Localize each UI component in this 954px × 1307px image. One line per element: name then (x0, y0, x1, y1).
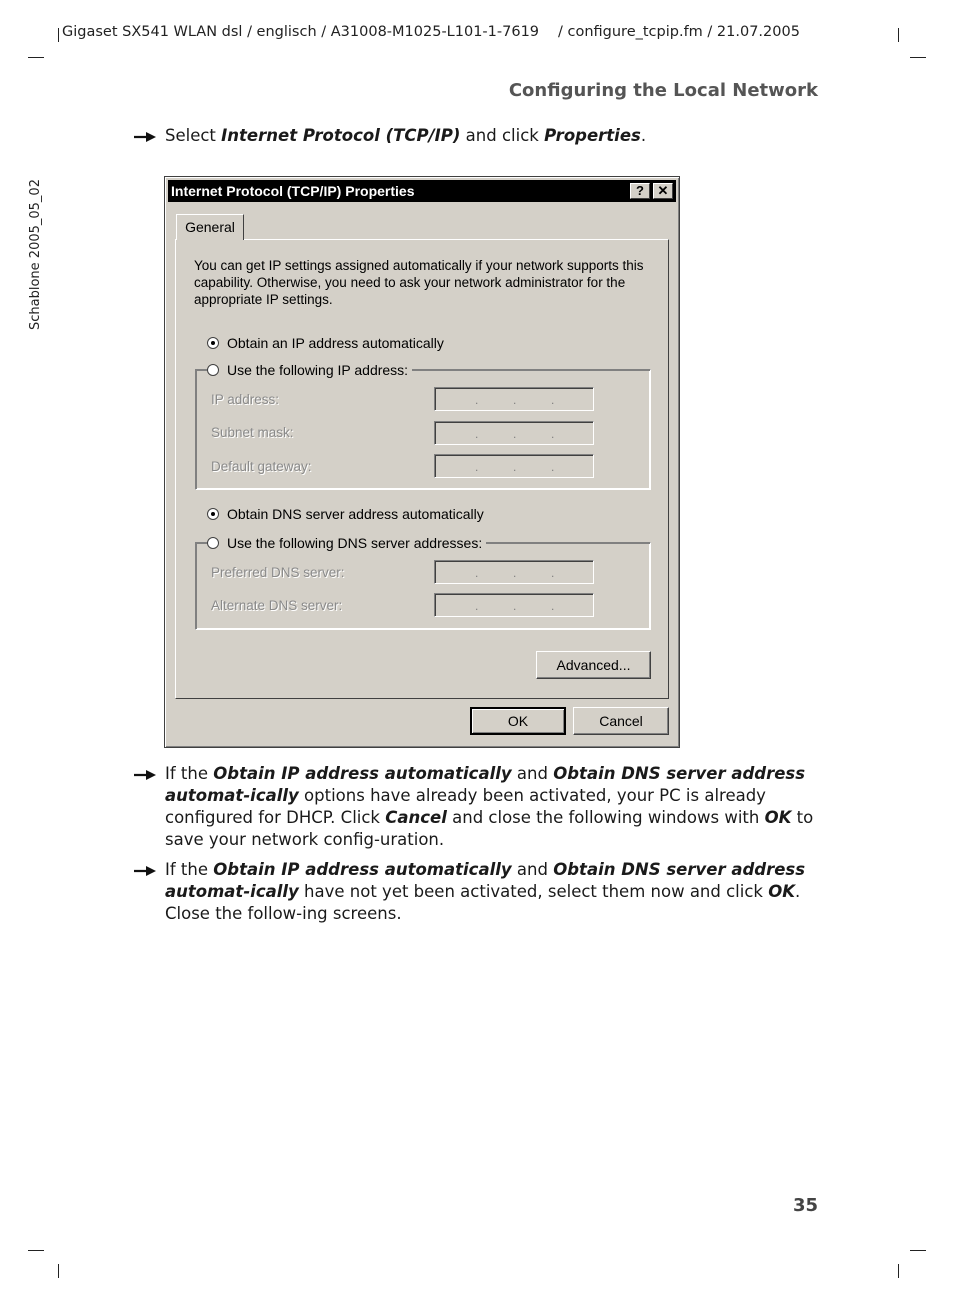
advanced-button-label: Advanced... (556, 657, 631, 673)
preferred-dns-label: Preferred DNS server: (211, 565, 345, 580)
arrow-icon (134, 130, 158, 144)
crop-mark (58, 1264, 59, 1278)
instruction-select-protocol: Select Internet Protocol (TCP/IP) and click Properties. (165, 126, 647, 145)
subnet-mask-label: Subnet mask: (211, 425, 294, 440)
crop-mark (910, 57, 926, 58)
running-header-right: / configure_tcpip.fm / 21.07.2005 (558, 24, 800, 40)
advanced-button[interactable] (536, 651, 651, 679)
crop-mark (898, 1264, 899, 1278)
dialog-title: Internet Protocol (TCP/IP) Properties (171, 183, 415, 199)
cancel-button-label: Cancel (599, 713, 643, 729)
page-number: 35 (792, 1195, 818, 1216)
tab-general-label: General (185, 219, 235, 235)
radio-unchecked-icon (207, 364, 219, 376)
radio-use-dns-label: Use the following DNS server addresses: (227, 535, 483, 551)
radio-checked-icon (207, 508, 219, 520)
ok-button[interactable] (470, 707, 566, 735)
dialog-intro-text: You can get IP settings assigned automatically if your network supports this capability. Otherwise, you need to ask your network administrator for the appropriate IP settings. (194, 258, 644, 307)
crop-mark (28, 1250, 44, 1251)
default-gateway-field[interactable]: . . . (434, 454, 594, 478)
crop-mark (58, 28, 59, 42)
radio-use-ip-label: Use the following IP address: (227, 362, 409, 378)
radio-obtain-dns[interactable] (207, 505, 488, 523)
crop-mark (28, 57, 44, 58)
crop-mark (898, 28, 899, 42)
default-gateway-label: Default gateway: (211, 459, 312, 474)
instruction-not-activated: If the Obtain IP address automatically and Obtain DNS server address automat-ically have not yet been activated, select them now and click OK. Close the follow-ing screens. (165, 860, 806, 923)
arrow-icon (134, 768, 158, 782)
subnet-mask-field[interactable]: . . . (434, 421, 594, 445)
alternate-dns-label: Alternate DNS server: (211, 598, 343, 613)
radio-obtain-ip-label: Obtain an IP address automatically (227, 335, 444, 351)
ip-address-field[interactable]: . . . (434, 387, 594, 411)
close-button[interactable] (653, 183, 673, 199)
tab-general[interactable] (176, 214, 244, 240)
side-label: Schablone 2005_05_02 (28, 179, 43, 330)
cancel-button[interactable] (573, 707, 669, 735)
tcpip-properties-dialog (164, 176, 680, 748)
alternate-dns-field[interactable]: . . . (434, 593, 594, 617)
radio-use-dns[interactable] (207, 534, 486, 552)
radio-checked-icon (207, 337, 219, 349)
radio-unchecked-icon (207, 537, 219, 549)
ok-button-label: OK (507, 713, 529, 729)
radio-obtain-dns-label: Obtain DNS server address automatically (227, 506, 484, 522)
arrow-icon (134, 864, 158, 878)
crop-mark (910, 1250, 926, 1251)
help-button[interactable] (630, 183, 650, 199)
ip-address-label: IP address: (211, 392, 280, 407)
close-icon: ✕ (657, 183, 669, 198)
radio-use-ip[interactable] (207, 361, 412, 379)
instruction-already-activated: If the Obtain IP address automatically and Obtain DNS server address automat-ically options have already been activated, your PC is already configured for DHCP. Click Cancel and close the following windows with OK to save your network config-uration. (165, 764, 814, 849)
dialog-title-bar[interactable] (168, 180, 676, 202)
preferred-dns-field[interactable]: . . . (434, 560, 594, 584)
running-header-left: Gigaset SX541 WLAN dsl / englisch / A31008-M1025-L101-1-7619 (62, 24, 540, 40)
radio-obtain-ip[interactable] (207, 334, 448, 352)
help-icon: ? (636, 183, 644, 198)
section-title: Configuring the Local Network (508, 80, 818, 101)
